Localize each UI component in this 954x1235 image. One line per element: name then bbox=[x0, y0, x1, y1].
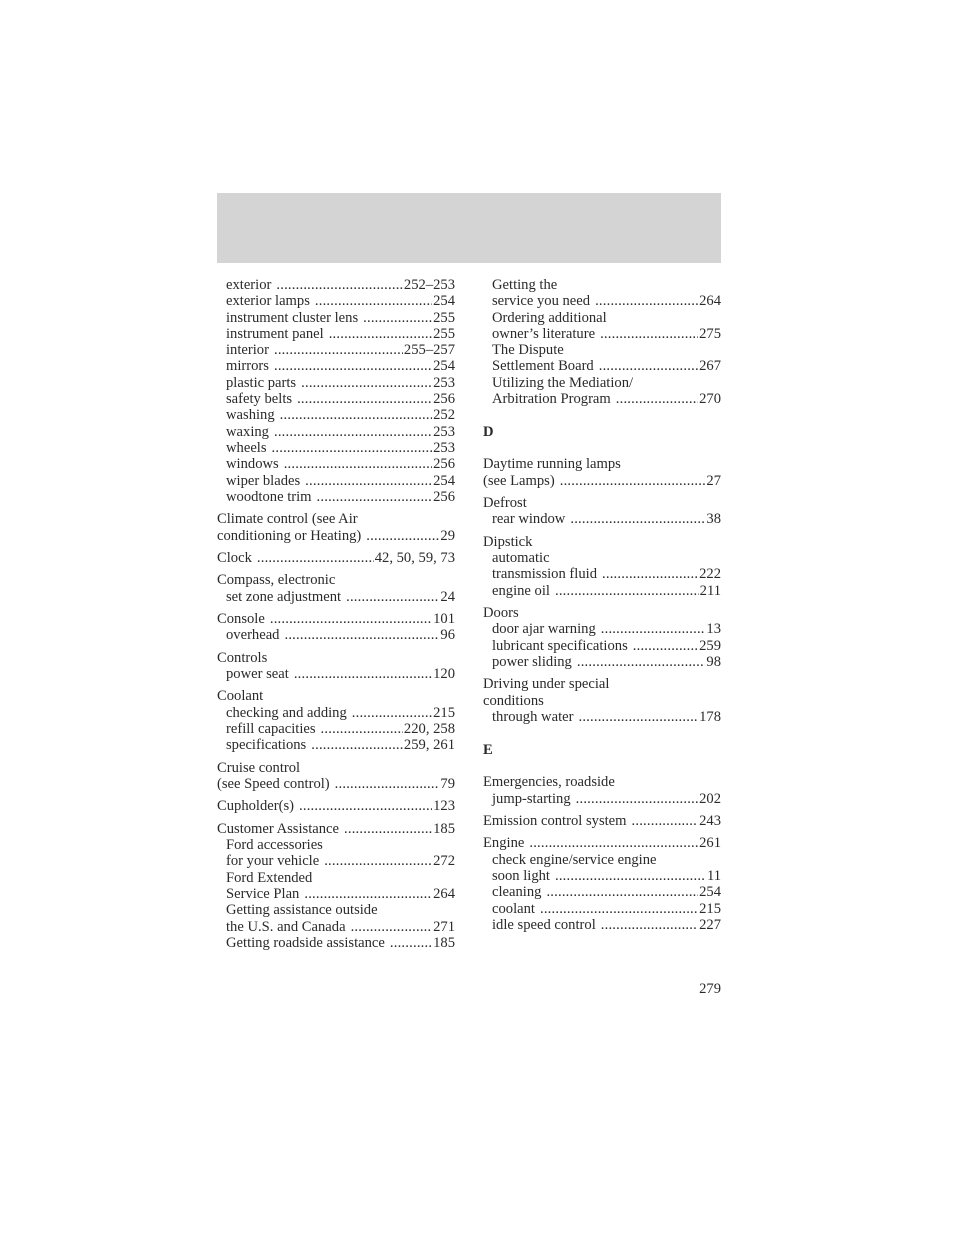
dot-leader bbox=[276, 277, 403, 293]
entry-page-ref: 256 bbox=[433, 488, 455, 505]
entry-text: Driving under special bbox=[483, 676, 610, 693]
index-subentry bbox=[483, 917, 721, 933]
dot-leader bbox=[280, 407, 432, 423]
dot-leader bbox=[576, 791, 698, 807]
entry-text: Utilizing the Mediation/ bbox=[492, 374, 634, 391]
entry-text: Clock bbox=[217, 549, 252, 566]
index-subentry bbox=[217, 473, 455, 489]
entry-text: Cruise control bbox=[217, 759, 301, 776]
entry-page-ref: 24 bbox=[440, 588, 455, 605]
entry-text: set zone adjustment bbox=[226, 588, 342, 605]
dot-leader bbox=[540, 901, 698, 917]
entry-text: wheels bbox=[226, 439, 267, 456]
index-subentry bbox=[483, 293, 721, 309]
index-column-left bbox=[217, 277, 455, 951]
entry-page-ref: 38 bbox=[706, 511, 721, 528]
dot-leader bbox=[602, 566, 698, 582]
entry-text: safety belts bbox=[226, 391, 293, 408]
index-entry bbox=[483, 676, 721, 692]
entry-text: waxing bbox=[226, 423, 269, 440]
entry-page-ref: 252–253 bbox=[403, 277, 455, 293]
index-subentry bbox=[217, 489, 455, 505]
index-subentry bbox=[217, 407, 455, 423]
index-entry bbox=[483, 693, 721, 709]
entry-text: cleaning bbox=[492, 884, 542, 901]
entry-page-ref: 202 bbox=[699, 790, 721, 807]
dot-leader bbox=[270, 611, 432, 627]
entry-text: conditioning or Heating) bbox=[217, 527, 362, 544]
entry-text: Settlement Board bbox=[492, 358, 594, 375]
entry-text: jump-starting bbox=[492, 790, 571, 807]
index-subentry bbox=[483, 511, 721, 527]
index-subentry bbox=[217, 293, 455, 309]
entry-text: exterior lamps bbox=[226, 293, 310, 310]
entry-page-ref: 11 bbox=[706, 868, 721, 885]
dot-leader bbox=[555, 868, 706, 884]
index-subentry bbox=[217, 277, 455, 293]
dot-leader bbox=[321, 721, 403, 737]
index-entry bbox=[483, 495, 721, 511]
entry-text: door ajar warning bbox=[492, 621, 596, 638]
entry-page-ref: 185 bbox=[433, 934, 455, 951]
entry-text: engine oil bbox=[492, 582, 550, 599]
index-subentry bbox=[217, 705, 455, 721]
index-entry bbox=[217, 821, 455, 837]
index-subentry bbox=[483, 709, 721, 725]
dot-leader bbox=[632, 813, 699, 829]
entry-page-ref: 270 bbox=[699, 391, 721, 408]
entry-text: Emission control system bbox=[483, 813, 627, 830]
entry-text: Cupholder(s) bbox=[217, 798, 295, 815]
index-entry bbox=[483, 835, 721, 851]
dot-leader bbox=[294, 666, 432, 682]
dot-leader bbox=[555, 583, 699, 599]
entry-page-ref: 215 bbox=[433, 704, 455, 721]
index-entry bbox=[217, 650, 455, 666]
section-spacer bbox=[483, 440, 721, 456]
index-subentry bbox=[217, 627, 455, 643]
dot-leader bbox=[305, 473, 432, 489]
index-subentry bbox=[217, 440, 455, 456]
header-band bbox=[217, 193, 721, 263]
entry-text: the U.S. and Canada bbox=[226, 918, 346, 935]
index-entry bbox=[217, 688, 455, 704]
dot-leader bbox=[324, 853, 432, 869]
entry-text: wiper blades bbox=[226, 472, 301, 489]
entry-text: power sliding bbox=[492, 654, 572, 670]
entry-page-ref: 271 bbox=[433, 918, 455, 935]
dot-leader bbox=[346, 589, 439, 605]
index-subentry bbox=[217, 886, 455, 902]
entry-page-ref: 253 bbox=[433, 374, 455, 391]
entry-text: woodtone trim bbox=[226, 488, 312, 505]
dot-leader bbox=[299, 798, 432, 814]
entry-page-ref: 27 bbox=[706, 472, 721, 489]
entry-text: interior bbox=[226, 342, 269, 359]
entry-text: lubricant specifications bbox=[492, 637, 628, 654]
entry-page-ref: 264 bbox=[699, 293, 721, 310]
entry-page-ref: 267 bbox=[699, 358, 721, 375]
dot-leader bbox=[577, 654, 706, 670]
dot-leader bbox=[601, 621, 706, 637]
entry-text: instrument panel bbox=[226, 325, 324, 342]
entry-text: instrument cluster lens bbox=[226, 309, 359, 326]
index-subentry bbox=[217, 870, 455, 886]
dot-leader bbox=[304, 886, 432, 902]
index-subentry bbox=[217, 310, 455, 326]
index-subentry bbox=[217, 837, 455, 853]
entry-text: overhead bbox=[226, 627, 280, 644]
entry-page-ref: 253 bbox=[433, 439, 455, 456]
index-subentry bbox=[217, 424, 455, 440]
index-subentry bbox=[217, 589, 455, 605]
index-subentry bbox=[217, 737, 455, 753]
entry-page-ref: 254 bbox=[433, 358, 455, 375]
index-subentry bbox=[217, 935, 455, 951]
entry-text: transmission fluid bbox=[492, 566, 597, 583]
entry-page-ref: 220, 258 bbox=[403, 720, 455, 737]
index-entry bbox=[217, 572, 455, 588]
index-subentry bbox=[483, 868, 721, 884]
index-subentry bbox=[483, 621, 721, 637]
entry-page-ref: 185 bbox=[433, 820, 455, 837]
index-entry bbox=[483, 605, 721, 621]
dot-leader bbox=[390, 935, 432, 951]
index-subentry bbox=[483, 583, 721, 599]
entry-page-ref: 256 bbox=[433, 456, 455, 473]
entry-page-ref: 215 bbox=[699, 900, 721, 917]
entry-page-ref: 96 bbox=[440, 627, 455, 644]
entry-text: windows bbox=[226, 456, 279, 473]
entry-page-ref: 120 bbox=[433, 666, 455, 682]
entry-text: through water bbox=[492, 708, 574, 725]
entry-page-ref: 259, 261 bbox=[403, 737, 455, 754]
dot-leader bbox=[595, 293, 698, 309]
dot-leader bbox=[600, 326, 698, 342]
dot-leader bbox=[352, 705, 432, 721]
entry-text: plastic parts bbox=[226, 374, 297, 391]
entry-text: (see Speed control) bbox=[217, 775, 330, 792]
entry-page-ref: 253 bbox=[433, 423, 455, 440]
entry-text: Controls bbox=[217, 649, 268, 666]
index-subentry bbox=[483, 358, 721, 374]
page-number: 279 bbox=[699, 981, 721, 997]
entry-page-ref: 252 bbox=[433, 407, 455, 424]
dot-leader bbox=[284, 627, 439, 643]
section-letter-heading: E bbox=[483, 741, 493, 758]
dot-leader bbox=[366, 528, 439, 544]
entry-page-ref: 272 bbox=[433, 853, 455, 870]
dot-leader bbox=[546, 884, 698, 900]
entry-text: Coolant bbox=[217, 688, 264, 705]
entry-page-ref: 264 bbox=[433, 885, 455, 902]
section-letter-heading: D bbox=[483, 423, 494, 440]
entry-text: automatic bbox=[492, 550, 550, 567]
dot-leader bbox=[297, 391, 432, 407]
index-subentry bbox=[217, 666, 455, 682]
entry-text: Compass, electronic bbox=[217, 572, 336, 589]
dot-leader bbox=[329, 326, 432, 342]
index-subentry bbox=[483, 638, 721, 654]
entry-text: refill capacities bbox=[226, 720, 316, 737]
index-entry bbox=[483, 534, 721, 550]
index-subentry bbox=[483, 852, 721, 868]
entry-page-ref: 101 bbox=[433, 611, 455, 628]
entry-text: washing bbox=[226, 407, 275, 424]
dot-leader bbox=[570, 511, 705, 527]
index-subentry bbox=[217, 721, 455, 737]
entry-text: specifications bbox=[226, 737, 307, 754]
entry-page-ref: 29 bbox=[440, 527, 455, 544]
entry-page-ref: 243 bbox=[699, 813, 721, 830]
entry-text: idle speed control bbox=[492, 916, 596, 933]
entry-text: conditions bbox=[483, 692, 544, 709]
index-subentry bbox=[483, 375, 721, 391]
dot-leader bbox=[601, 917, 698, 933]
index-subentry bbox=[217, 358, 455, 374]
index-entry bbox=[483, 473, 721, 489]
index-entry bbox=[217, 528, 455, 544]
dot-leader bbox=[317, 489, 433, 505]
index-subentry bbox=[483, 884, 721, 900]
entry-text: Service Plan bbox=[226, 885, 300, 902]
index-subentry bbox=[217, 326, 455, 342]
entry-page-ref: 255 bbox=[433, 325, 455, 342]
entry-text: power seat bbox=[226, 666, 289, 682]
dot-leader bbox=[315, 293, 432, 309]
index-entry bbox=[217, 550, 455, 566]
entry-text: Customer Assistance bbox=[217, 820, 340, 837]
entry-page-ref: 255 bbox=[433, 309, 455, 326]
index-entry bbox=[217, 611, 455, 627]
entry-page-ref: 13 bbox=[706, 621, 721, 638]
entry-text: Ford Extended bbox=[226, 869, 313, 886]
entry-page-ref: 254 bbox=[699, 884, 721, 901]
index-entry bbox=[217, 776, 455, 792]
section-spacer bbox=[483, 725, 721, 741]
entry-text: Ford accessories bbox=[226, 837, 323, 854]
dot-leader bbox=[311, 737, 403, 753]
dot-leader bbox=[274, 424, 432, 440]
entry-text: Arbitration Program bbox=[492, 391, 611, 408]
entry-page-ref: 255–257 bbox=[403, 342, 455, 359]
entry-text: The Dispute bbox=[492, 342, 564, 359]
index-subentry bbox=[483, 901, 721, 917]
entry-page-ref: 42, 50, 59, 73 bbox=[374, 549, 455, 566]
index-subentry bbox=[483, 326, 721, 342]
dot-leader bbox=[351, 919, 433, 935]
entry-text: Console bbox=[217, 611, 265, 628]
index-subentry bbox=[483, 277, 721, 293]
dot-leader bbox=[274, 358, 432, 374]
entry-page-ref: 259 bbox=[699, 637, 721, 654]
section-spacer bbox=[483, 407, 721, 423]
entry-page-ref: 178 bbox=[699, 708, 721, 725]
entry-text: Ordering additional bbox=[492, 309, 607, 326]
entry-page-ref: 227 bbox=[699, 916, 721, 933]
index-subentry bbox=[483, 310, 721, 326]
entry-page-ref: 98 bbox=[706, 654, 721, 670]
index-entry bbox=[217, 760, 455, 776]
entry-text: service you need bbox=[492, 293, 591, 310]
index-entry bbox=[483, 456, 721, 472]
index-entry bbox=[217, 798, 455, 814]
entry-text: mirrors bbox=[226, 358, 269, 375]
entry-page-ref: 222 bbox=[699, 566, 721, 583]
entry-text: Getting roadside assistance bbox=[226, 934, 385, 951]
index-subentry bbox=[483, 566, 721, 582]
index-subentry bbox=[483, 791, 721, 807]
dot-leader bbox=[284, 456, 432, 472]
entry-text: for your vehicle bbox=[226, 853, 320, 870]
dot-leader bbox=[344, 821, 432, 837]
dot-leader bbox=[599, 358, 698, 374]
index-entry bbox=[483, 774, 721, 790]
dot-leader bbox=[274, 342, 403, 358]
entry-page-ref: 79 bbox=[440, 775, 455, 792]
entry-text: coolant bbox=[492, 900, 535, 917]
dot-leader bbox=[578, 709, 698, 725]
entry-text: Engine bbox=[483, 835, 525, 852]
index-subentry bbox=[217, 342, 455, 358]
entry-text: Defrost bbox=[483, 495, 527, 512]
index-subentry bbox=[483, 342, 721, 358]
entry-text: exterior bbox=[226, 277, 272, 293]
entry-text: Doors bbox=[483, 605, 519, 622]
index-subentry bbox=[217, 919, 455, 935]
index-subentry bbox=[217, 853, 455, 869]
entry-page-ref: 256 bbox=[433, 391, 455, 408]
dot-leader bbox=[363, 310, 432, 326]
entry-page-ref: 254 bbox=[433, 472, 455, 489]
index-subentry bbox=[217, 391, 455, 407]
dot-leader bbox=[257, 550, 374, 566]
index-subentry bbox=[483, 654, 721, 670]
entry-text: rear window bbox=[492, 511, 566, 528]
index-subentry bbox=[217, 375, 455, 391]
entry-text: Climate control (see Air bbox=[217, 511, 358, 528]
dot-leader bbox=[616, 391, 698, 407]
index-column-right bbox=[483, 277, 721, 933]
entry-text: Dipstick bbox=[483, 533, 533, 550]
dot-leader bbox=[335, 776, 440, 792]
index-entry bbox=[217, 511, 455, 527]
entry-page-ref: 123 bbox=[433, 798, 455, 815]
entry-text: Daytime running lamps bbox=[483, 456, 621, 473]
dot-leader bbox=[529, 835, 698, 851]
entry-text: Getting the bbox=[492, 277, 558, 293]
index-subentry bbox=[483, 391, 721, 407]
entry-text: checking and adding bbox=[226, 704, 347, 721]
index-subentry bbox=[217, 456, 455, 472]
dot-leader bbox=[560, 473, 706, 489]
entry-text: (see Lamps) bbox=[483, 472, 555, 489]
entry-page-ref: 211 bbox=[699, 582, 721, 599]
entry-page-ref: 275 bbox=[699, 325, 721, 342]
index-subentry bbox=[217, 902, 455, 918]
entry-text: Getting assistance outside bbox=[226, 902, 378, 919]
entry-page-ref: 261 bbox=[699, 835, 721, 852]
dot-leader bbox=[633, 638, 698, 654]
entry-text: Emergencies, roadside bbox=[483, 774, 615, 791]
dot-leader bbox=[272, 440, 433, 456]
index-subentry bbox=[483, 550, 721, 566]
entry-text: check engine/service engine bbox=[492, 851, 657, 868]
entry-page-ref: 254 bbox=[433, 293, 455, 310]
entry-text: soon light bbox=[492, 868, 550, 885]
section-spacer bbox=[483, 758, 721, 774]
dot-leader bbox=[301, 375, 432, 391]
index-entry bbox=[483, 813, 721, 829]
entry-text: owner’s literature bbox=[492, 325, 596, 342]
